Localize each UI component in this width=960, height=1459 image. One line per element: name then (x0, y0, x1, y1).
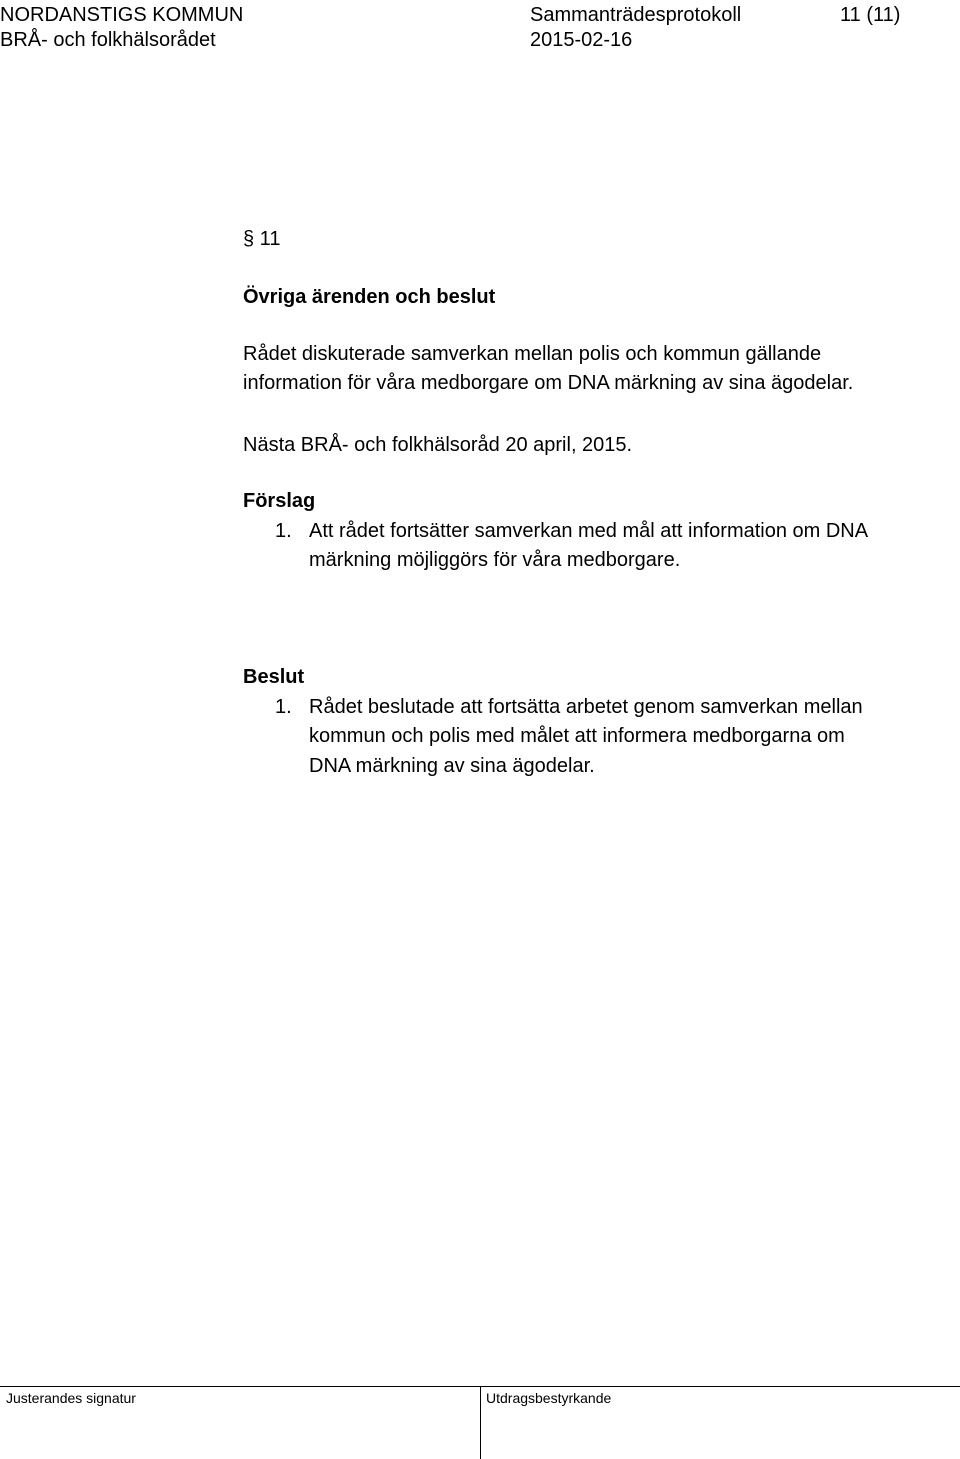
discussion-line-2: information för våra medborgare om DNA märkning av sina ägodelar. (243, 372, 854, 394)
header-body-name: BRÅ- och folkhälsorådet (0, 29, 216, 51)
discussion-line-1: Rådet diskuterade samverkan mellan polis och kommun gällande (243, 343, 822, 365)
header-page-number: 11 (11) (840, 4, 901, 26)
proposal-item-number: 1. (275, 520, 292, 542)
section-title: Övriga ärenden och beslut (243, 286, 496, 308)
proposal-line-2: märkning möjliggörs för våra medborgare. (309, 549, 681, 571)
decision-item-number: 1. (275, 696, 292, 718)
next-meeting: Nästa BRÅ- och folkhälsoråd 20 april, 2015. (243, 434, 633, 456)
paragraph-number: § 11 (243, 228, 281, 250)
footer-divider (480, 1386, 481, 1459)
header-municipality: NORDANSTIGS KOMMUN (0, 4, 244, 26)
decision-heading: Beslut (243, 666, 305, 688)
footer-extract-certification-label: Utdragsbestyrkande (486, 1390, 612, 1406)
decision-line-3: DNA märkning av sina ägodelar. (309, 755, 595, 777)
proposal-heading: Förslag (243, 490, 316, 512)
decision-line-2: kommun och polis med målet att informera medborgarna om (309, 725, 845, 747)
header-doc-type: Sammanträdesprotokoll (530, 4, 742, 26)
proposal-line-1: Att rådet fortsätter samverkan med mål att information om DNA (309, 520, 869, 542)
decision-line-1: Rådet beslutade att fortsätta arbetet genom samverkan mellan (309, 696, 863, 718)
header-date: 2015-02-16 (530, 29, 633, 51)
footer-adjuster-signature-label: Justerandes signatur (6, 1390, 136, 1406)
